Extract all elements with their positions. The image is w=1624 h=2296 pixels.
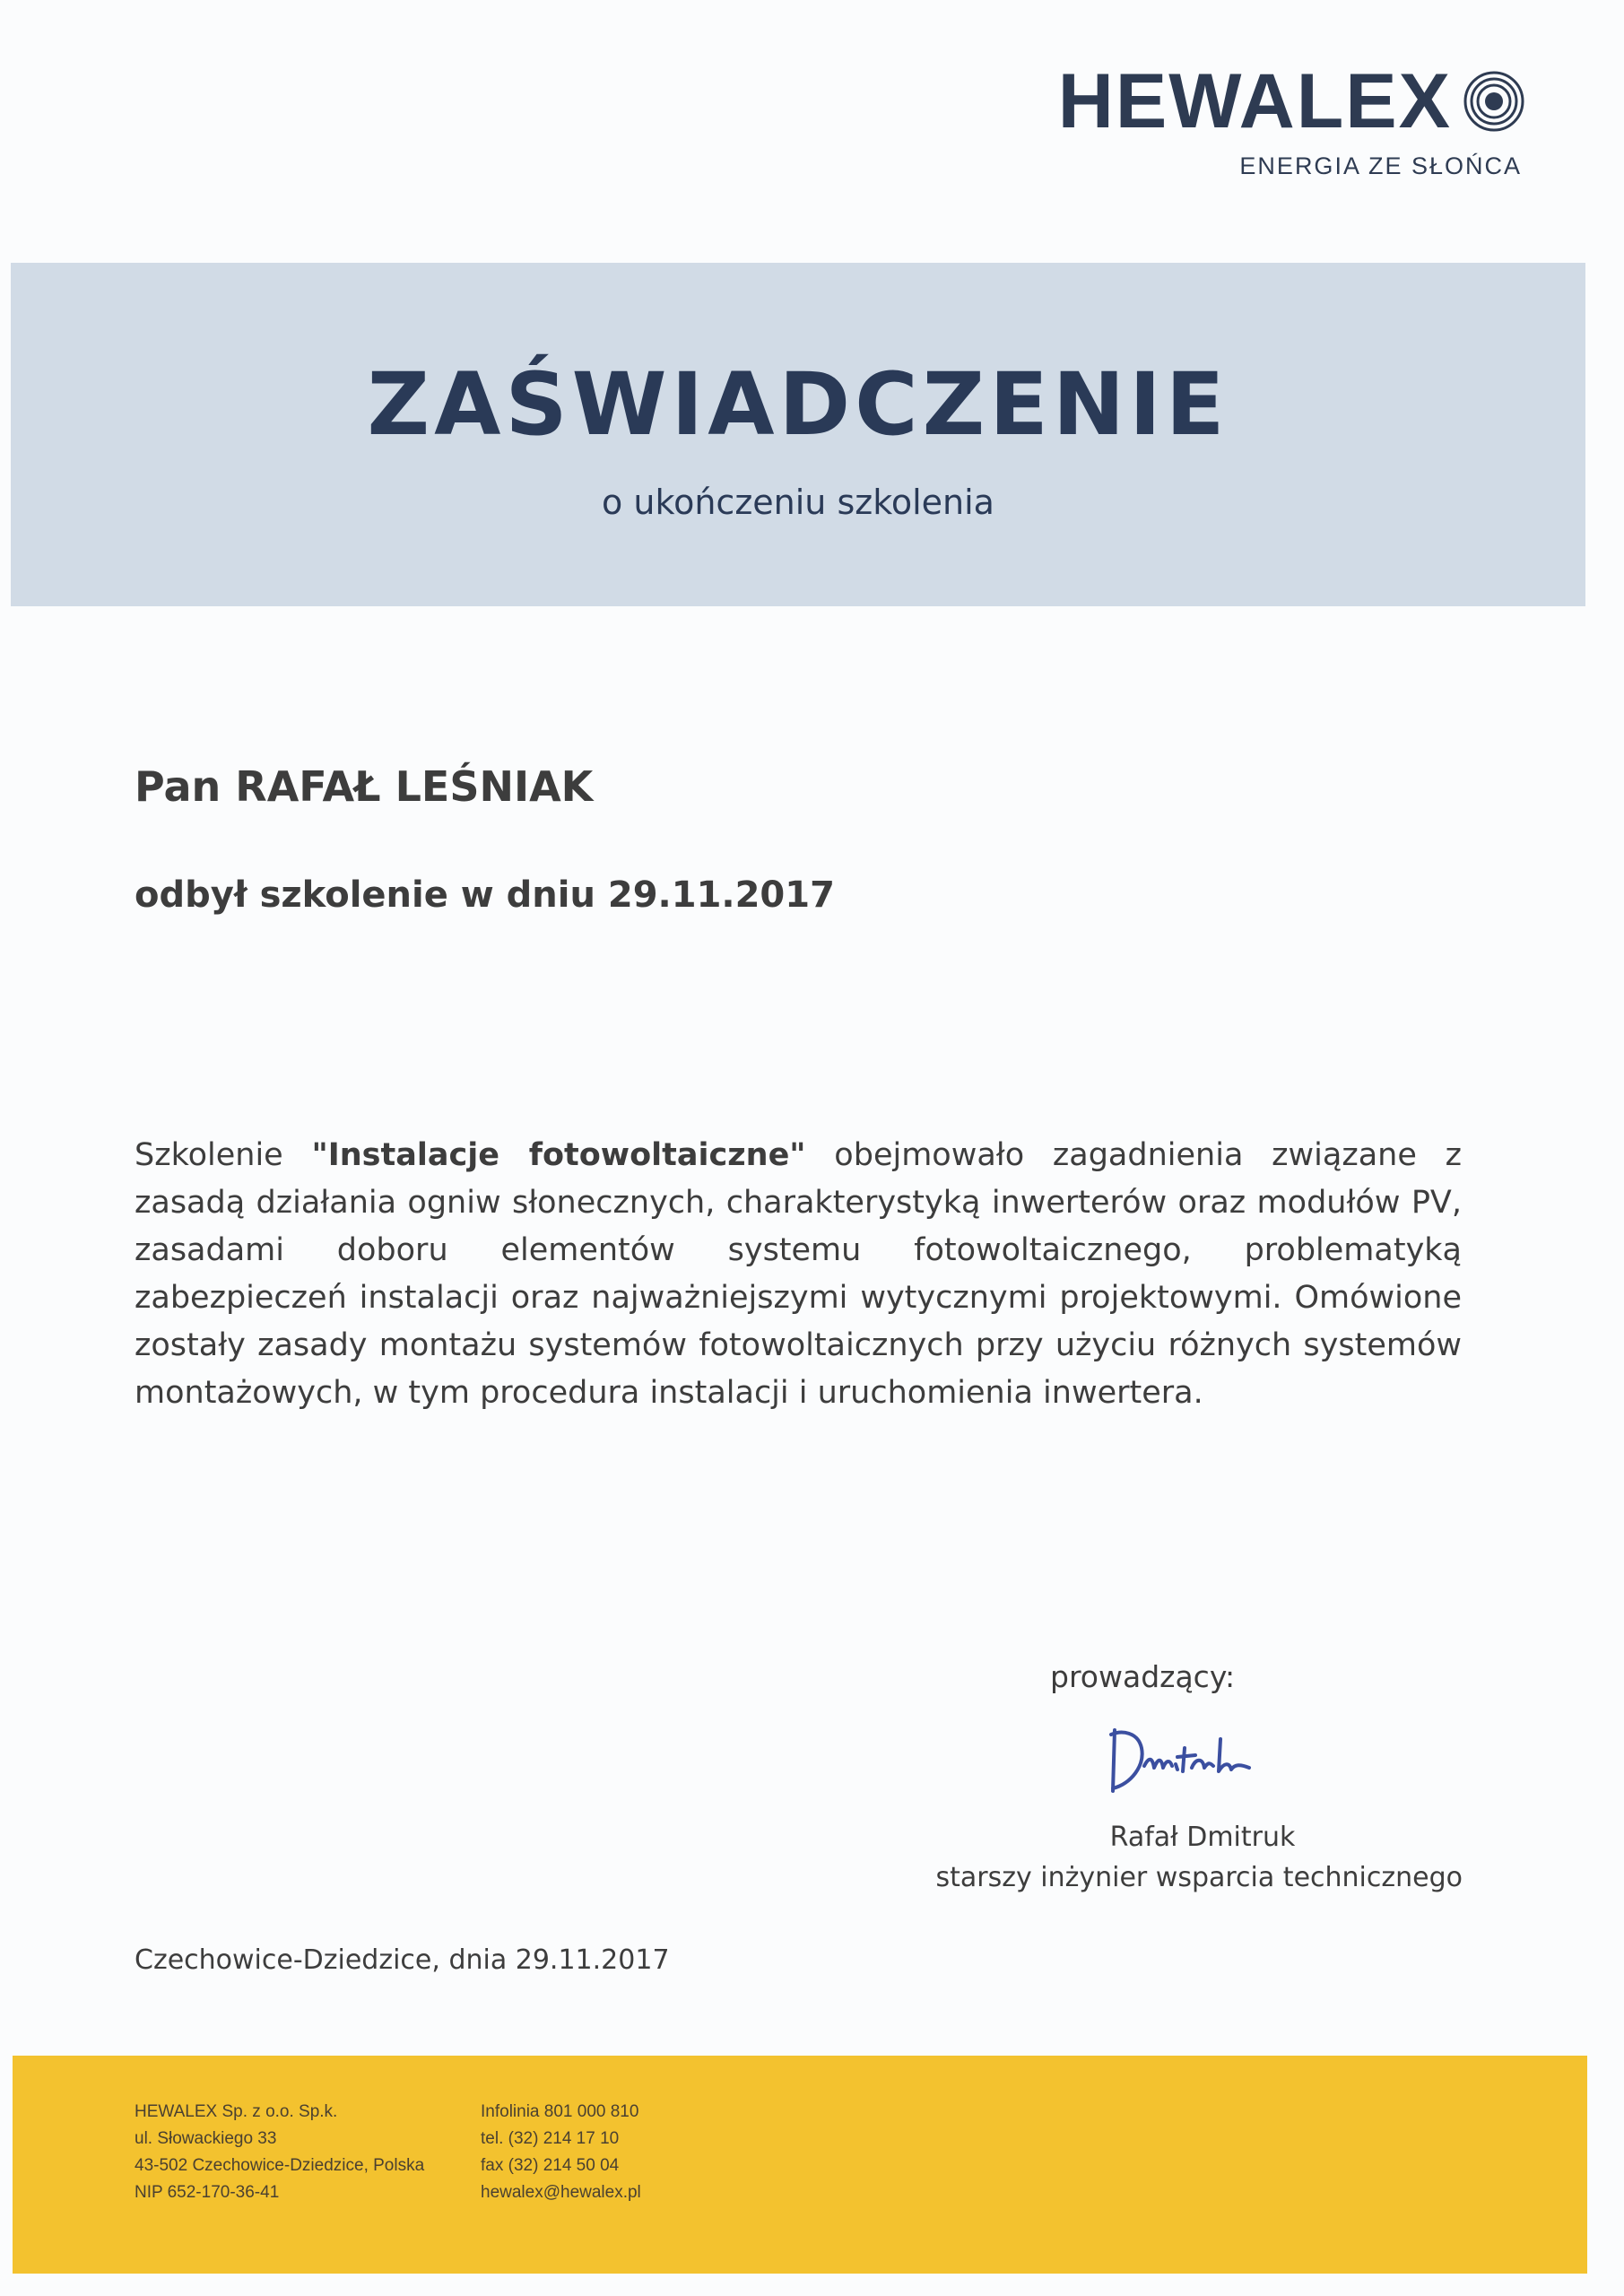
place-and-date: Czechowice-Dziedzice, dnia 29.11.2017 [135, 1944, 670, 1976]
company-street: ul. Słowackiego 33 [135, 2129, 277, 2148]
course-description [135, 1132, 1462, 1417]
recipient-name: Pan RAFAŁ LEŚNIAK [135, 762, 594, 811]
sun-rings-icon [1463, 70, 1525, 133]
signature-block [835, 1659, 1463, 1893]
company-address [135, 2099, 424, 2206]
description-rest: obejmowało zagadnienia związane z zasadą działania ogniw słonecznych, charakterystyką inwerterów oraz modułów PV, zasadami doboru elementów systemu fotowoltaicznego, problematyką zabezpieczeń instalacji oraz najważniejszymi wytycznymi projektowymi. Omówione zostały zasady montażu systemów fotowoltaicznych przy użyciu różnych systemów montażowych, w tym procedura instalacji i uruchomienia inwertera. [135, 1137, 1462, 1411]
company-name: HEWALEX Sp. z o.o. Sp.k. [135, 2102, 338, 2121]
company-logo [1057, 58, 1525, 180]
title-banner [11, 263, 1585, 606]
phone: tel. (32) 214 17 10 [481, 2129, 620, 2148]
hotline: Infolinia 801 000 810 [481, 2102, 639, 2121]
company-city: 43-502 Czechowice-Dziedzice, Polska [135, 2156, 425, 2175]
certificate-subtitle: o ukończeniu szkolenia [602, 483, 994, 522]
fax: fax (32) 214 50 04 [481, 2156, 620, 2175]
handwritten-signature [1095, 1712, 1274, 1802]
company-contact [481, 2099, 641, 2206]
course-name: "Instalacje fotowoltaiczne" [311, 1137, 806, 1173]
description-prefix: Szkolenie [135, 1137, 312, 1173]
signer-name: Rafał Dmitruk [1109, 1822, 1296, 1853]
footer-bar [13, 2056, 1587, 2274]
completion-date-line: odbył szkolenie w dniu 29.11.2017 [135, 874, 835, 916]
signer-role: starszy inżynier wsparcia technicznego [935, 1862, 1463, 1893]
email: hewalex@hewalex.pl [481, 2183, 641, 2202]
certificate-title: ZAŚWIADCZENIE [367, 354, 1229, 455]
logo-tagline: ENERGIA ZE SŁOŃCA [1239, 152, 1522, 179]
logo-wordmark: HEWALEX [1057, 58, 1452, 144]
signer-label: prowadzący: [1050, 1659, 1236, 1694]
company-nip: NIP 652-170-36-41 [135, 2183, 280, 2202]
